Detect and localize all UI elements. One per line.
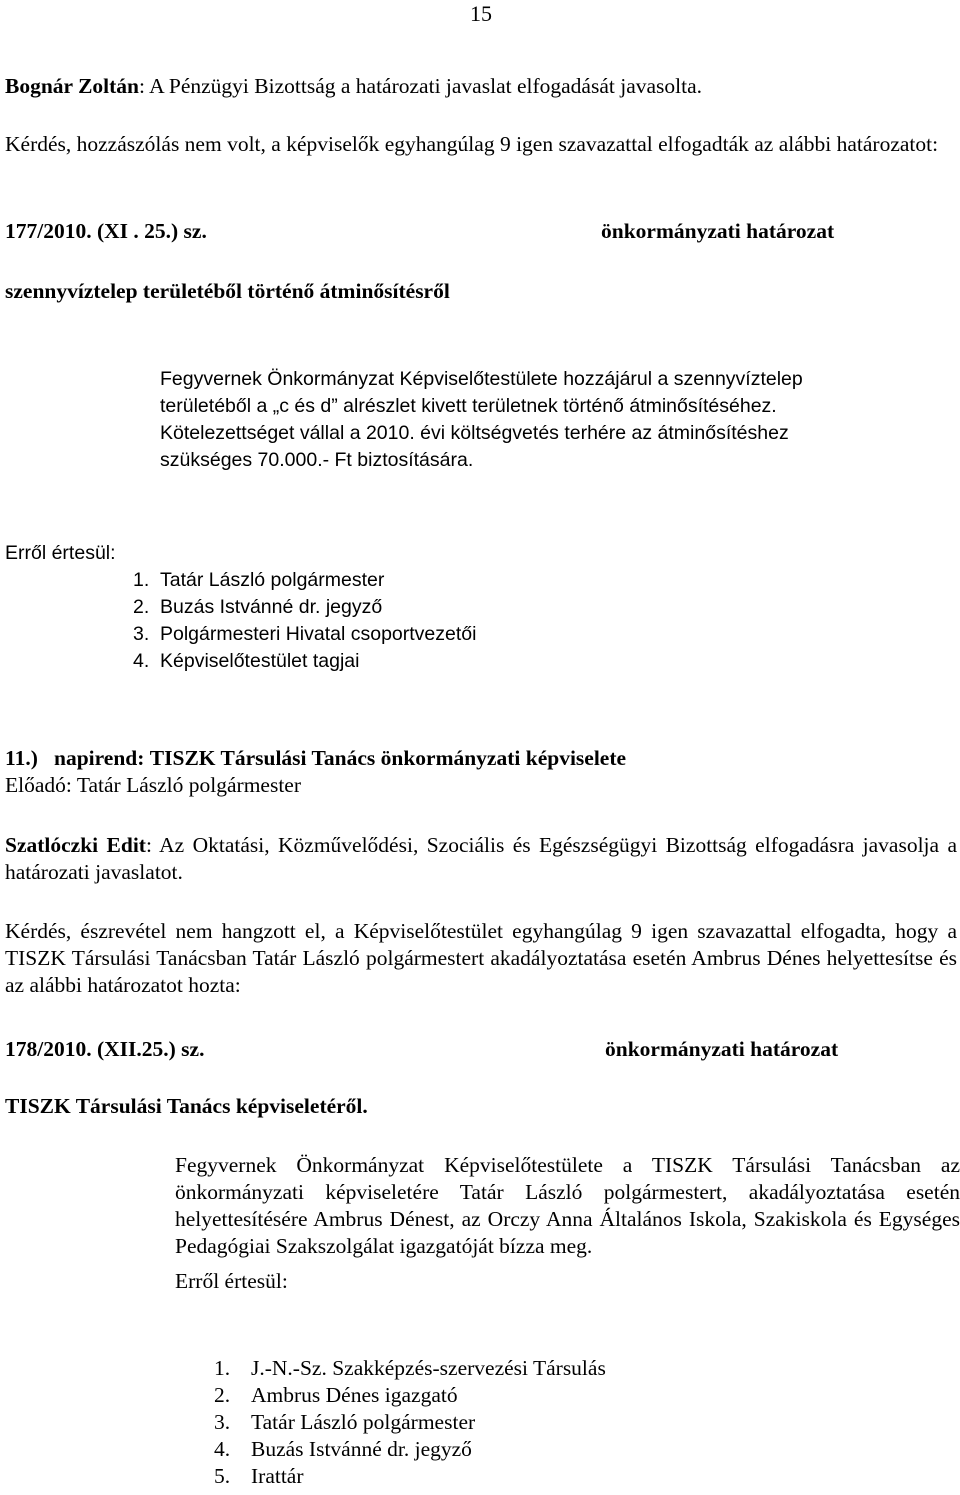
resolution-body-line: Fegyvernek Önkormányzat Képviselőtestülete hozzájárul a szennyvíztelep [160,368,803,390]
list-item: 4. Buzás Istvánné dr. jegyző [214,1437,472,1461]
speaker-name: Szatlóczki Edit [5,833,146,857]
resolution-body-line: területéből a „c és d” alrészlet kivett területnek történő átminősítéséhez. [160,395,777,417]
recipient-list [214,1355,914,1490]
notify-label: Erről értesül: [175,1269,288,1293]
resolution-number: 177/2010. (XI . 25.) sz. [5,219,207,243]
list-item: 2. Ambrus Dénes igazgató [214,1383,458,1407]
resolution-body [160,366,956,474]
resolution-title: TISZK Társulási Tanács képviseletéről. [5,1094,368,1118]
resolution-body-line: Kötelezettséget vállal a 2010. évi költségvetés terhére az átminősítéshez [160,422,789,444]
list-item: 3. Polgármesteri Hivatal csoportvezetői [133,623,477,645]
agenda-number: 11.) [5,746,38,770]
agenda-heading [5,745,955,772]
page-number: 15 [470,1,492,26]
vote-result-paragraph: Kérdés, észrevétel nem hangzott el, a Képviselőtestület egyhangúlag 9 igen szavazattal elfogadta, hogy a TISZK Társulási Tanácsban Tatár László polgármestert akadályoztatása esetén Ambrus Dénes helyettesítse és az alábbi határozatot hozta: [5,919,957,997]
recipient-list [133,567,733,675]
list-item: 5. Irattár [214,1464,304,1488]
committee-statement [5,832,957,886]
notify-label: Erről értesül: [5,542,116,564]
agenda-presenter: Előadó: Tatár László polgármester [5,773,302,797]
list-item: 3. Tatár László polgármester [214,1410,476,1434]
agenda-title: TISZK Társulási Tanács önkormányzati képviselete [149,746,627,770]
resolution-number: 178/2010. (XII.25.) sz. [5,1037,205,1061]
resolution-body: Fegyvernek Önkormányzat Képviselőtestülete a TISZK Társulási Tanácsban az önkormányzati képviseletére Tatár László polgármestert, akadályoztatása esetén helyettesítésére Ambrus Dénest, az Orczy Anna Általános Iskola, Szakiskola és Egységes Pedagógiai Szakszolgálat igazgatóját bízza meg. [175,1153,960,1258]
agenda-label: napirend: [53,746,145,770]
resolution-type: önkormányzati határozat [605,1037,839,1061]
list-item: 2. Buzás Istvánné dr. jegyző [133,596,383,618]
resolution-type: önkormányzati határozat [601,219,835,243]
list-item: 4. Képviselőtestület tagjai [133,650,360,672]
speaker-name: Bognár Zoltán [5,74,140,98]
list-item: 1. J.-N.-Sz. Szakképzés-szervezési Társulás [214,1356,606,1380]
statement-text: : Az Oktatási, Közművelődési, Szociális és Egészségügyi Bizottság elfogadásra javasolja a határozati javaslatot. [5,833,957,884]
resolution-title: szennyvíztelep területéből történő átminősítésről [5,279,450,303]
list-item: 1. Tatár László polgármester [133,569,385,591]
vote-result-paragraph: Kérdés, hozzászólás nem volt, a képviselők egyhangúlag 9 igen szavazattal elfogadták az alábbi határozatot: [5,132,939,156]
statement-text: : A Pénzügyi Bizottság a határozati javaslat elfogadását javasolta. [139,74,703,98]
finance-committee-statement [5,73,955,100]
resolution-body-line: szükséges 70.000.- Ft biztosítására. [160,449,474,471]
